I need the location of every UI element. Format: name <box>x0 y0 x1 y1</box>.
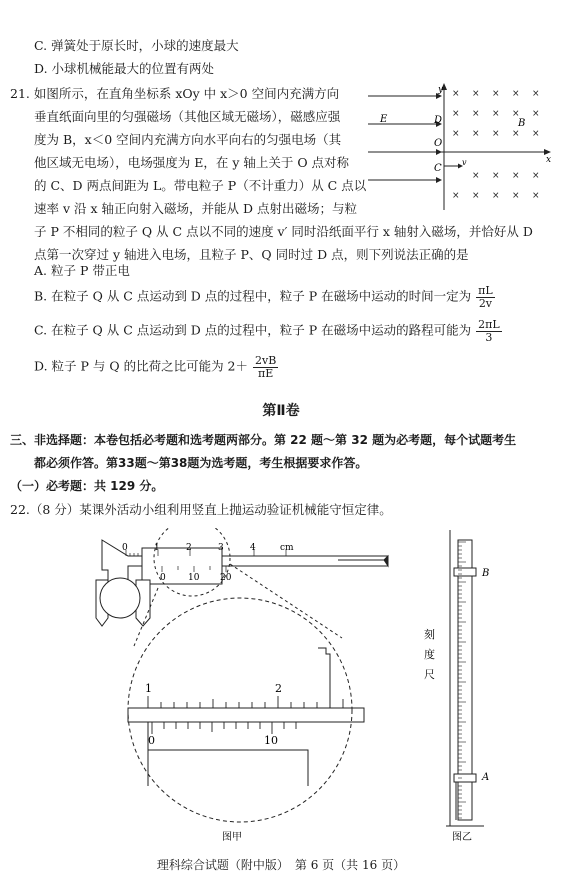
fraction-numerator: 2vB <box>255 354 277 367</box>
svg-text:×: × <box>472 191 480 201</box>
svg-text:×: × <box>532 191 540 201</box>
fraction-denominator: 3 <box>485 330 493 344</box>
vernier-0: 0 <box>160 573 166 583</box>
q21-option-b-text: B. 在粒子 Q 从 C 点运动到 D 点的过程中，粒子 P 在磁场中运动的时间一定为 <box>34 288 472 304</box>
svg-text:×: × <box>472 109 480 119</box>
caliper-figure <box>88 528 398 846</box>
svg-text:×: × <box>452 109 460 119</box>
zoom-main-1: 1 <box>145 682 152 695</box>
main-scale-unit: cm <box>280 543 294 553</box>
q21-option-c-fraction <box>476 319 502 343</box>
main-scale-4: 4 <box>250 543 256 553</box>
ruler-figure <box>410 530 520 846</box>
required-section-heading: （一）必考题：共 129 分。 <box>10 479 164 493</box>
page-footer: 理科综合试题（附中版） 第 6 页（共 16 页） <box>156 858 406 872</box>
y-axis-label: y <box>438 85 444 95</box>
main-scale-0: 0 <box>122 543 128 553</box>
ruler-label-3: 尺 <box>424 668 435 681</box>
q21-stem-line-8: 点第一次穿过 y 轴进入电场，且粒子 P、Q 同时过 D 点，则下列说法正确的是 <box>34 247 469 262</box>
svg-text:×: × <box>452 191 460 201</box>
q20-option-d: D. 小球机械能最大的位置有两处 <box>34 61 215 76</box>
svg-text:×: × <box>492 191 500 201</box>
svg-text:×: × <box>452 89 460 99</box>
svg-text:×: × <box>512 109 520 119</box>
section3-line-1: 三、非选择题：本卷包括必考题和选考题两部分。第 22 题～第 32 题为必考题，每个试题考生 <box>10 433 517 447</box>
svg-text:×: × <box>512 89 520 99</box>
q22-stem: 22.（8 分）某课外活动小组利用竖直上抛运动验证机械能守恒定律。 <box>10 502 392 517</box>
q21-option-b-fraction <box>476 285 495 309</box>
vernier-10: 10 <box>188 573 200 583</box>
fraction-denominator: 2v <box>478 296 493 310</box>
e-field-label: E <box>380 114 388 125</box>
origin-label: O <box>434 138 443 149</box>
point-a-label: A <box>482 772 490 783</box>
q21-stem-line-7: 子 P 不相同的粒子 Q 从 C 点以不同的速度 v′ 同时沿纸面平行 x 轴射入磁场，并恰好从 D <box>34 224 533 239</box>
q21-stem-line-4: 他区域无电场），电场强度为 E，在 y 轴上关于 O 点对称 <box>34 155 350 170</box>
q21-option-c <box>34 319 503 343</box>
q21-option-b <box>34 285 496 309</box>
q21-option-d-text: D. 粒子 P 与 Q 的比荷之比可能为 2＋ <box>34 358 249 374</box>
q21-stem-line-1: 21. 如图所示，在直角坐标系 xOy 中 x＞0 空间内充满方向 <box>10 86 340 101</box>
figure-jia-caption: 图甲 <box>222 832 242 843</box>
magnetic-field-crosses <box>452 89 540 201</box>
q21-option-d-fraction <box>253 355 278 379</box>
main-scale-3: 3 <box>218 543 224 553</box>
svg-text:×: × <box>512 129 520 139</box>
svg-text:×: × <box>532 109 540 119</box>
ruler-label-2: 度 <box>424 648 435 661</box>
svg-text:×: × <box>532 171 540 181</box>
figure-yi-caption: 图乙 <box>452 832 472 843</box>
q20-option-c: C. 弹簧处于原长时，小球的速度最大 <box>34 38 239 53</box>
zoom-vernier-10: 10 <box>264 734 278 747</box>
velocity-label: v <box>462 158 467 167</box>
svg-text:×: × <box>492 171 500 181</box>
svg-text:×: × <box>492 109 500 119</box>
zoom-main-2: 2 <box>275 682 282 695</box>
q21-stem-line-2: 垂直纸面向里的匀强磁场（其他区域无磁场），磁感应强 <box>34 109 341 124</box>
x-axis-label: x <box>546 155 552 165</box>
b-field-label: B <box>518 118 526 129</box>
svg-text:×: × <box>512 191 520 201</box>
fraction-numerator: 2πL <box>478 318 500 331</box>
svg-text:×: × <box>492 129 500 139</box>
section-title: 第Ⅱ卷 <box>262 403 300 419</box>
svg-text:×: × <box>532 129 540 139</box>
q21-stem-line-3: 度为 B，x＜0 空间内充满方向水平向右的匀强电场（其 <box>34 132 342 147</box>
q21-option-a: A. 粒子 P 带正电 <box>34 263 130 278</box>
point-c-label: C <box>434 163 442 174</box>
ruler-label-1: 刻 <box>424 628 435 641</box>
q21-stem-line-6: 速率 v 沿 x 轴正向射入磁场，并能从 D 点射出磁场；与粒 <box>34 201 357 216</box>
q21-field-diagram <box>368 82 558 210</box>
q21-option-c-text: C. 在粒子 Q 从 C 点运动到 D 点的过程中，粒子 P 在磁场中运动的路程可能为 <box>34 322 472 338</box>
main-scale-1: 1 <box>154 543 160 553</box>
q21-stem-line-5: 的 C、D 两点间距为 L。带电粒子 P（不计重力）从 C 点以 <box>34 178 367 193</box>
svg-text:×: × <box>532 89 540 99</box>
q21-option-d <box>34 355 279 379</box>
zoom-vernier-0: 0 <box>148 734 155 747</box>
svg-text:×: × <box>472 89 480 99</box>
svg-text:×: × <box>512 171 520 181</box>
point-d-label: D <box>434 115 443 126</box>
svg-text:×: × <box>492 89 500 99</box>
point-b-label: B <box>482 568 490 579</box>
main-scale-2: 2 <box>186 543 192 553</box>
svg-text:×: × <box>472 129 480 139</box>
section3-line-2: 都必须作答。第33题～第38题为选考题，考生根据要求作答。 <box>34 456 368 470</box>
svg-text:×: × <box>452 129 460 139</box>
fraction-denominator: πE <box>258 366 274 380</box>
svg-text:×: × <box>472 171 480 181</box>
vernier-20: 20 <box>220 573 232 583</box>
fraction-numerator: πL <box>478 284 493 297</box>
